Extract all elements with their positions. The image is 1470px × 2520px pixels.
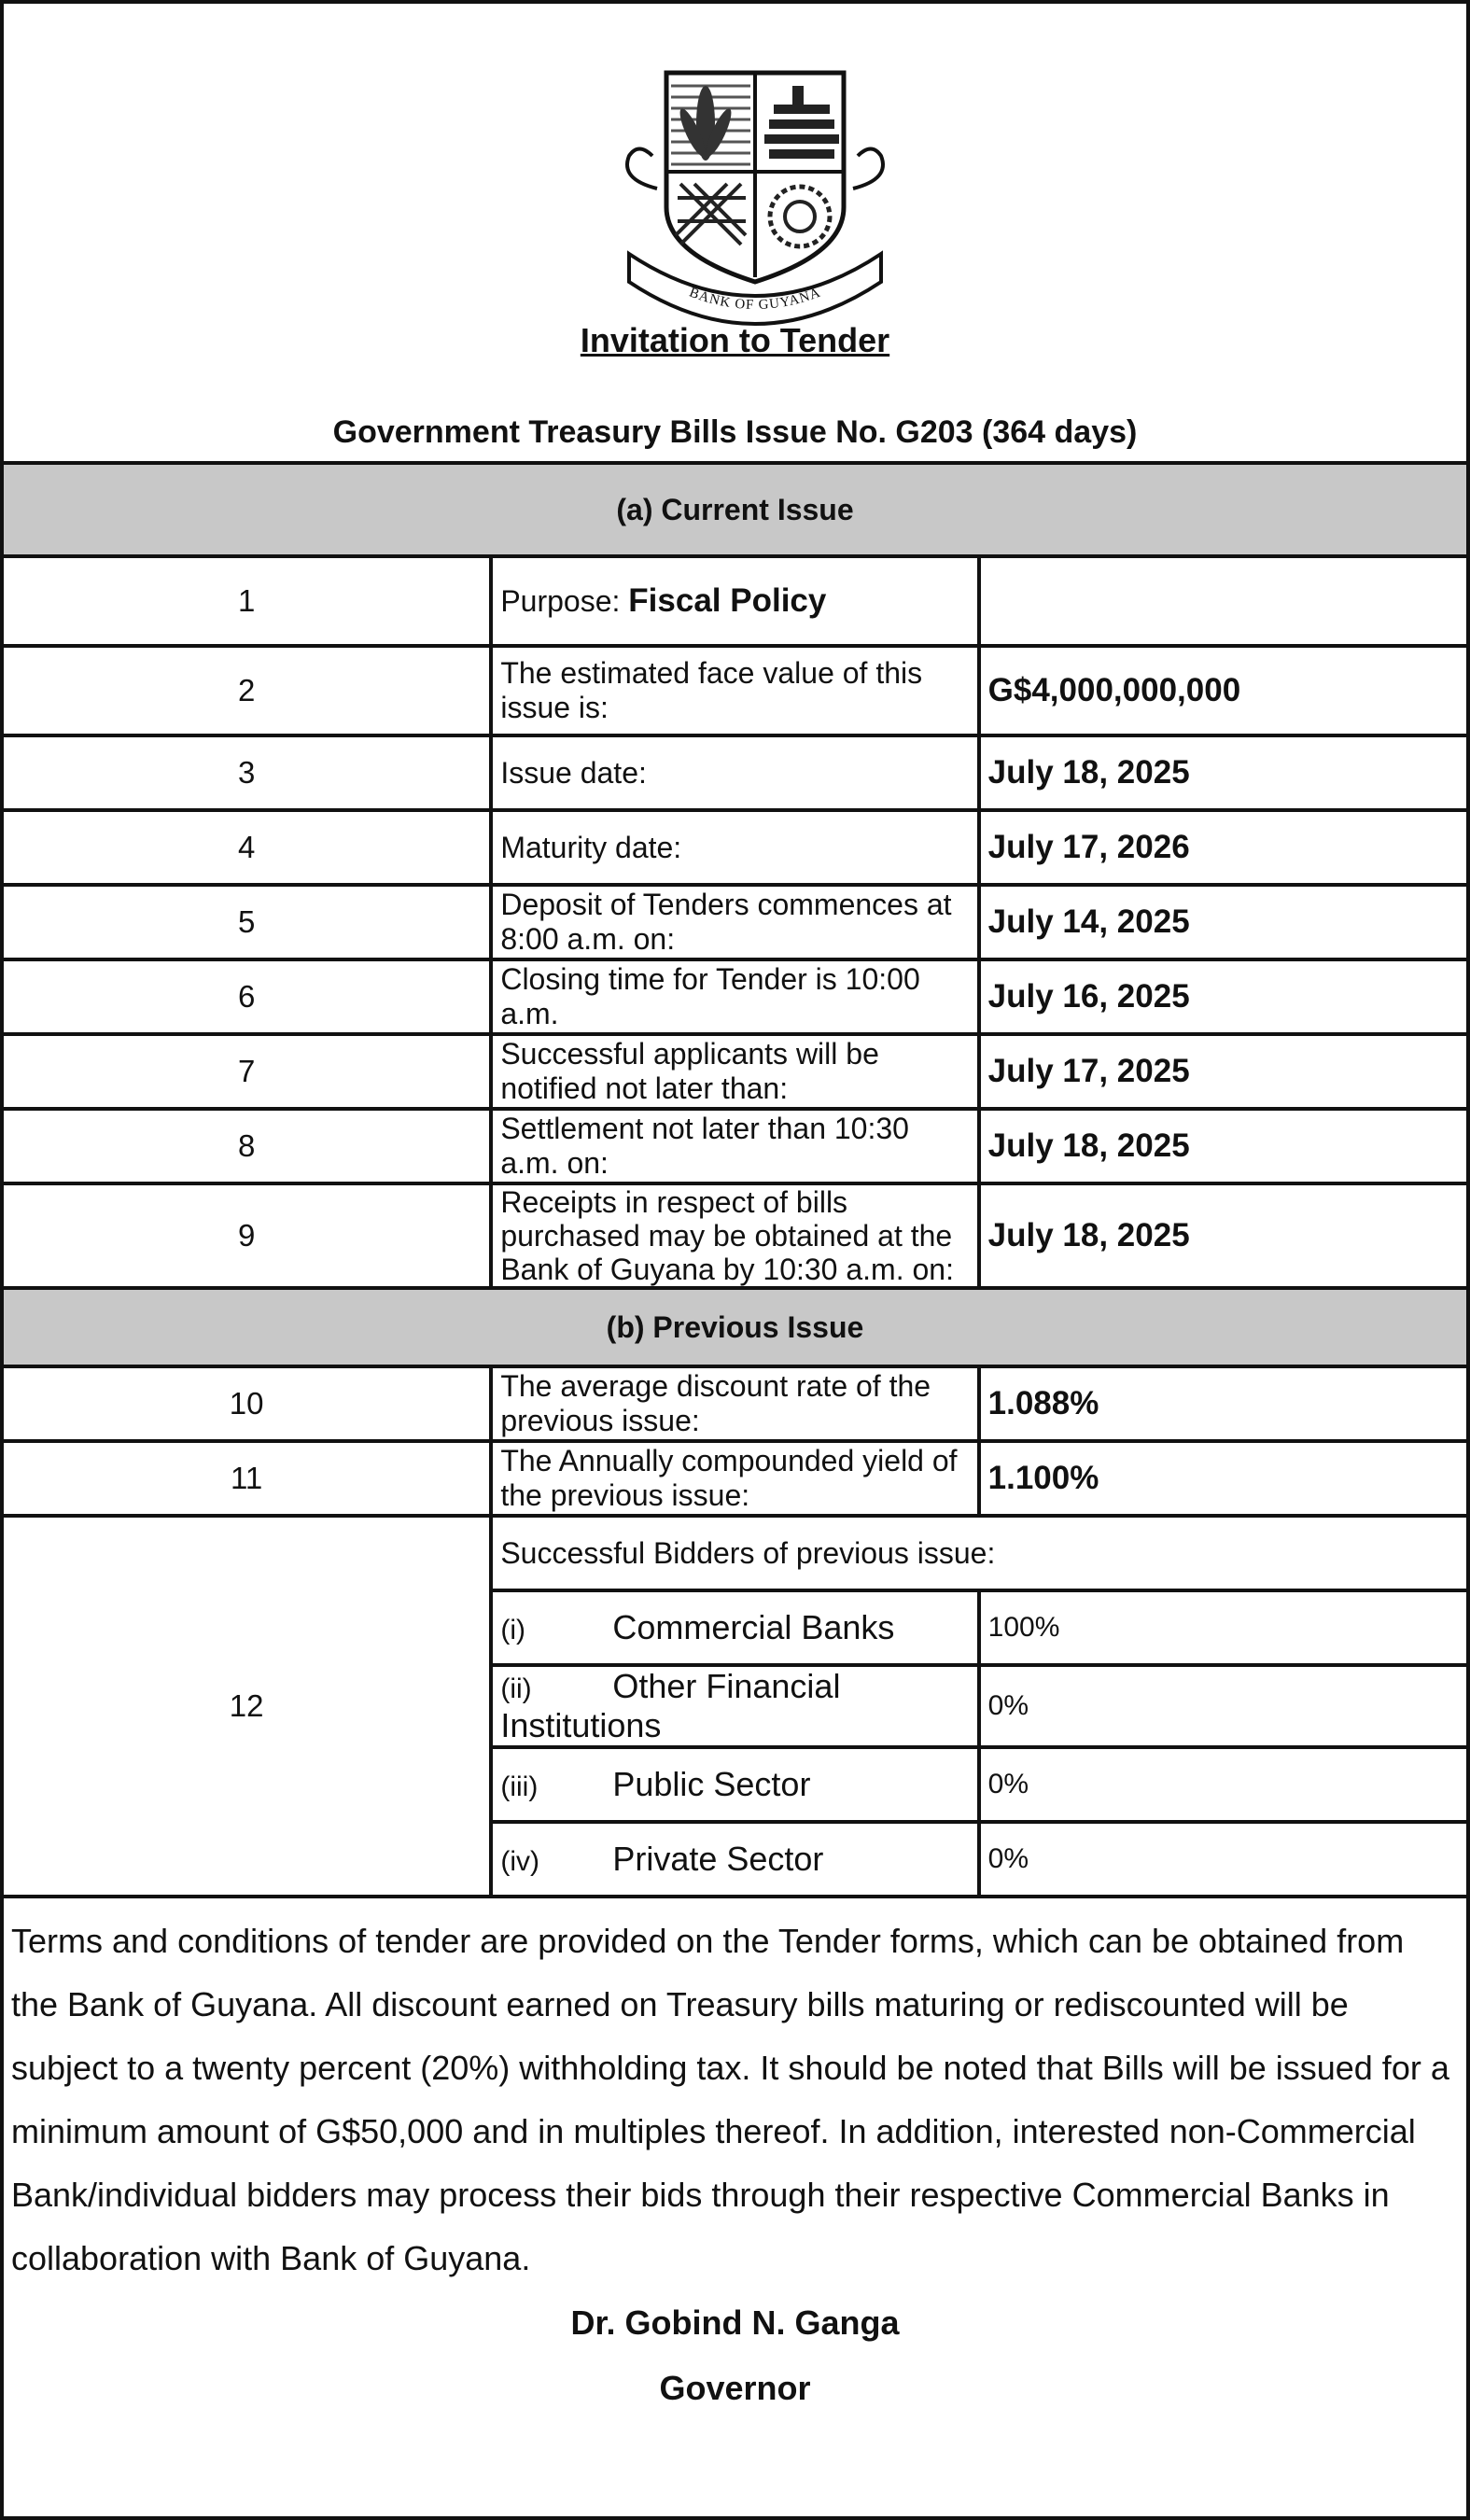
bank-of-guyana-crest: [601, 67, 909, 329]
row-value: July 18, 2025: [979, 1109, 1466, 1183]
row-value: July 17, 2026: [979, 810, 1466, 885]
row-number: 1: [4, 556, 491, 646]
row-number: 6: [4, 959, 491, 1034]
row-value: July 17, 2025: [979, 1034, 1466, 1109]
row-label: Settlement not later than 10:30 a.m. on:: [491, 1109, 978, 1183]
notice-header: [4, 4, 1466, 461]
row-number: 2: [4, 646, 491, 735]
bidder-roman: (ii): [500, 1673, 532, 1704]
bidder-label: [491, 1747, 978, 1822]
table-row: [4, 735, 1466, 810]
table-row: [4, 556, 1466, 646]
row-value: G$4,000,000,000: [979, 646, 1466, 735]
bidder-name: Commercial Banks: [612, 1608, 895, 1646]
table-row: [4, 1034, 1466, 1109]
row-value: 1.100%: [979, 1441, 1466, 1516]
bidder-roman: (iii): [500, 1771, 539, 1802]
bidder-pct: 0%: [979, 1747, 1466, 1822]
bidder-label: [491, 1822, 978, 1897]
table-row: [4, 959, 1466, 1034]
section-previous-issue: (b) Previous Issue: [4, 1288, 1466, 1366]
row-label: Closing time for Tender is 10:00 a.m.: [491, 959, 978, 1034]
row-number: 12: [4, 1516, 491, 1897]
row-number: 3: [4, 735, 491, 810]
notice-subtitle: Government Treasury Bills Issue No. G203 (364 days): [332, 414, 1138, 450]
row-number: 8: [4, 1109, 491, 1183]
row-number: 9: [4, 1183, 491, 1288]
purpose-value: Fiscal Policy: [628, 582, 827, 619]
bidder-pct: 0%: [979, 1822, 1466, 1897]
table-row: [4, 885, 1466, 959]
row-label: Deposit of Tenders commences at 8:00 a.m. on:: [491, 885, 978, 959]
signature-block: [4, 2290, 1466, 2421]
row-number: 10: [4, 1366, 491, 1441]
bidder-name: Private Sector: [612, 1840, 824, 1878]
row-label: The average discount rate of the previous issue:: [491, 1366, 978, 1441]
crest-text: BANK OF GUYANA: [687, 285, 823, 314]
section-current-issue: (a) Current Issue: [4, 463, 1466, 556]
row-value: July 16, 2025: [979, 959, 1466, 1034]
bidder-roman: (iv): [500, 1846, 539, 1877]
row-value: July 14, 2025: [979, 885, 1466, 959]
row-label: Maturity date:: [491, 810, 978, 885]
table-row: [4, 1183, 1466, 1288]
table-row: [4, 810, 1466, 885]
tender-table: [4, 461, 1466, 1898]
table-row: [4, 1441, 1466, 1516]
row-label: [491, 556, 978, 646]
row-number: 5: [4, 885, 491, 959]
bidder-label: [491, 1590, 978, 1665]
bidder-roman: (i): [500, 1615, 525, 1645]
row-label: The Annually compounded yield of the previous issue:: [491, 1441, 978, 1516]
bidder-label: [491, 1665, 978, 1747]
row-value: 1.088%: [979, 1366, 1466, 1441]
row-value: July 18, 2025: [979, 735, 1466, 810]
row-label: Issue date:: [491, 735, 978, 810]
table-row: [4, 1109, 1466, 1183]
bidder-pct: 100%: [979, 1590, 1466, 1665]
row-number: 11: [4, 1441, 491, 1516]
table-row: [4, 646, 1466, 735]
bidder-name: Public Sector: [612, 1765, 811, 1803]
bidder-pct: 0%: [979, 1665, 1466, 1747]
row-value: July 18, 2025: [979, 1183, 1466, 1288]
signatory-title: Governor: [659, 2369, 811, 2407]
bidder-name: Other Financial Institutions: [500, 1667, 841, 1744]
row-label: Receipts in respect of bills purchased may be obtained at the Bank of Guyana by 10:30 a.m. on:: [491, 1183, 978, 1288]
row-value: [979, 556, 1466, 646]
notice-title: Invitation to Tender: [580, 321, 890, 359]
table-row: [4, 1366, 1466, 1441]
row-label: Successful applicants will be notified not later than:: [491, 1034, 978, 1109]
row-label: The estimated face value of this issue is:: [491, 646, 978, 735]
terms-text: Terms and conditions of tender are provided on the Tender forms, which can be obtained from the Bank of Guyana. All discount earned on Treasury bills maturing or rediscounted will be subject to a twenty percent (20%) withholding tax. It should be noted that Bills will be issued for a minimum amount of G$50,000 and in multiples thereof. In addition, interested non-Commercial Bank/individual bidders may process their bids through their respective Commercial Banks in collaboration with Bank of Guyana.: [11, 1922, 1449, 2277]
row-number: 4: [4, 810, 491, 885]
bidders-heading-row: [4, 1516, 1466, 1590]
row-number: 7: [4, 1034, 491, 1109]
signatory-name: Dr. Gobind N. Ganga: [570, 2303, 900, 2342]
bidders-heading: Successful Bidders of previous issue:: [491, 1516, 1466, 1590]
purpose-label: Purpose:: [500, 584, 621, 618]
